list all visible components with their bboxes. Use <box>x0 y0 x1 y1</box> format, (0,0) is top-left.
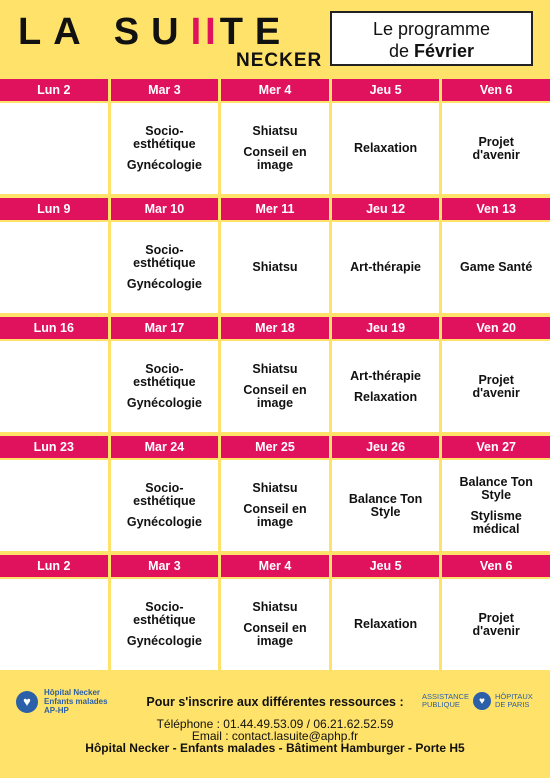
day-header: Ven 13 <box>476 202 516 216</box>
activity-label: Conseil en image <box>243 145 307 172</box>
day-cell <box>111 460 219 551</box>
program-line1: Le programme <box>372 19 491 39</box>
day-header: Mar 17 <box>111 317 222 339</box>
day-header-row <box>0 436 550 458</box>
day-header: Lun 2 <box>0 555 111 577</box>
activity-label: Gynécologie <box>126 396 202 410</box>
necker-logo-text: AP-HP <box>44 706 69 715</box>
logo-wordmark: LA SUIITE <box>18 11 293 53</box>
program-line2: de Février <box>388 41 475 61</box>
day-header: Jeu 19 <box>332 317 443 339</box>
necker-logo-text: Enfants malades <box>44 697 108 706</box>
day-header: Mar 10 <box>111 198 222 220</box>
day-cell <box>332 579 440 670</box>
activity-label: Socio- esthétique <box>133 124 196 151</box>
heart-icon: ♥ <box>473 692 491 710</box>
day-cell <box>442 103 550 194</box>
activity-label: Projet d'avenir <box>472 134 520 162</box>
day-header: Ven 6 <box>479 83 513 97</box>
day-header: Mer 25 <box>221 436 332 458</box>
logo-subtitle: NECKER <box>236 50 323 71</box>
day-cell <box>221 341 329 432</box>
signup-text: Pour s'inscrire aux différentes ressources : <box>146 695 404 709</box>
day-header: Mer 18 <box>221 317 332 339</box>
activity-label: Socio- esthétique <box>133 481 196 508</box>
address-text: Hôpital Necker - Enfants malades - Bâtiment Hamburger - Porte H5 <box>85 741 465 755</box>
day-header-row <box>0 198 550 220</box>
email-text: Email : contact.lasuite@aphp.fr <box>191 729 359 743</box>
day-header: Ven 6 <box>479 559 513 573</box>
day-cell <box>221 460 329 551</box>
day-cell <box>442 341 550 432</box>
day-cell <box>0 341 108 432</box>
day-cell <box>221 222 329 313</box>
activities-row <box>0 458 550 551</box>
week-row <box>0 79 550 194</box>
day-cell <box>111 579 219 670</box>
day-header: Jeu 26 <box>332 436 443 458</box>
activity-label: Gynécologie <box>126 634 202 648</box>
la-suite-logo <box>18 11 323 71</box>
day-cell <box>221 579 329 670</box>
day-header: Ven 27 <box>476 440 516 454</box>
necker-logo-text: Hôpital Necker <box>44 688 101 697</box>
activity-label: Gynécologie <box>126 277 202 291</box>
week-row <box>0 317 550 432</box>
phone-text: Téléphone : 01.44.49.53.09 / 06.21.62.52.59 <box>156 717 394 731</box>
activities-row <box>0 220 550 313</box>
activity-label: Stylisme médical <box>470 508 522 536</box>
day-cell <box>332 222 440 313</box>
day-cell <box>442 222 550 313</box>
activity-label: Relaxation <box>353 389 418 404</box>
day-header-row <box>0 79 550 101</box>
activities-row <box>0 577 550 670</box>
day-cell <box>0 222 108 313</box>
day-cell <box>332 460 440 551</box>
day-header-row <box>0 317 550 339</box>
heart-icon: ♥ <box>16 691 38 713</box>
day-header: Lun 23 <box>0 436 111 458</box>
day-header: Lun 2 <box>0 79 111 101</box>
activity-label: Conseil en image <box>243 383 307 410</box>
program-title-box <box>330 11 533 66</box>
activity-label: Shiatsu <box>252 124 298 138</box>
day-header: Mer 4 <box>221 555 332 577</box>
activity-label: Gynécologie <box>126 515 202 529</box>
day-header: Mar 3 <box>111 555 222 577</box>
day-header: Jeu 5 <box>332 555 443 577</box>
day-header: Lun 9 <box>0 198 111 220</box>
activity-label: Shiatsu <box>252 362 298 376</box>
activity-label: Art-thérapie <box>350 260 421 274</box>
activity-label: Balance Ton Style <box>459 474 533 502</box>
day-header: Mer 11 <box>221 198 332 220</box>
day-header: Jeu 12 <box>332 198 443 220</box>
day-cell <box>442 460 550 551</box>
day-header: Mer 4 <box>221 79 332 101</box>
activity-label: Projet d'avenir <box>472 372 520 400</box>
activity-label: Socio- esthétique <box>133 243 196 270</box>
activity-label: Shiatsu <box>252 481 298 495</box>
day-header: Jeu 5 <box>332 79 443 101</box>
day-cell <box>0 579 108 670</box>
day-cell <box>332 341 440 432</box>
activity-label: Socio- esthétique <box>133 362 196 389</box>
aphp-logo-text: ASSISTANCE <box>422 692 469 701</box>
day-header: Mar 24 <box>111 436 222 458</box>
activity-label: Game Santé <box>460 260 533 274</box>
activities-row <box>0 339 550 432</box>
schedule-grid <box>0 79 550 674</box>
day-header: Ven 20 <box>476 321 516 335</box>
activity-label: Balance Ton Style <box>348 491 423 519</box>
aphp-logo-text: PUBLIQUE <box>422 700 460 709</box>
day-cell <box>332 103 440 194</box>
footer <box>0 682 550 778</box>
activity-label: Gynécologie <box>126 158 202 172</box>
activity-label: Socio- esthétique <box>133 600 196 627</box>
activity-label: Relaxation <box>353 617 418 631</box>
day-cell <box>111 222 219 313</box>
day-cell <box>111 341 219 432</box>
activity-label: Art-thérapie <box>350 368 421 383</box>
day-cell <box>442 579 550 670</box>
day-cell <box>0 103 108 194</box>
aphp-logo-text: HÔPITAUX <box>494 692 533 701</box>
day-header-row <box>0 555 550 577</box>
week-row <box>0 198 550 313</box>
activity-label: Conseil en image <box>243 502 307 529</box>
aphp-logo-text: DE PARIS <box>494 700 530 709</box>
activities-row <box>0 101 550 194</box>
day-cell <box>111 103 219 194</box>
activity-label: Projet d'avenir <box>472 610 520 638</box>
activity-label: Conseil en image <box>243 621 307 648</box>
day-header: Lun 16 <box>0 317 111 339</box>
day-cell <box>221 103 329 194</box>
day-header: Mar 3 <box>111 79 222 101</box>
week-row <box>0 436 550 551</box>
day-cell <box>0 460 108 551</box>
activity-label: Relaxation <box>353 141 418 155</box>
activity-label: Shiatsu <box>252 600 298 614</box>
activity-label: Shiatsu <box>252 260 298 274</box>
week-row <box>0 555 550 670</box>
